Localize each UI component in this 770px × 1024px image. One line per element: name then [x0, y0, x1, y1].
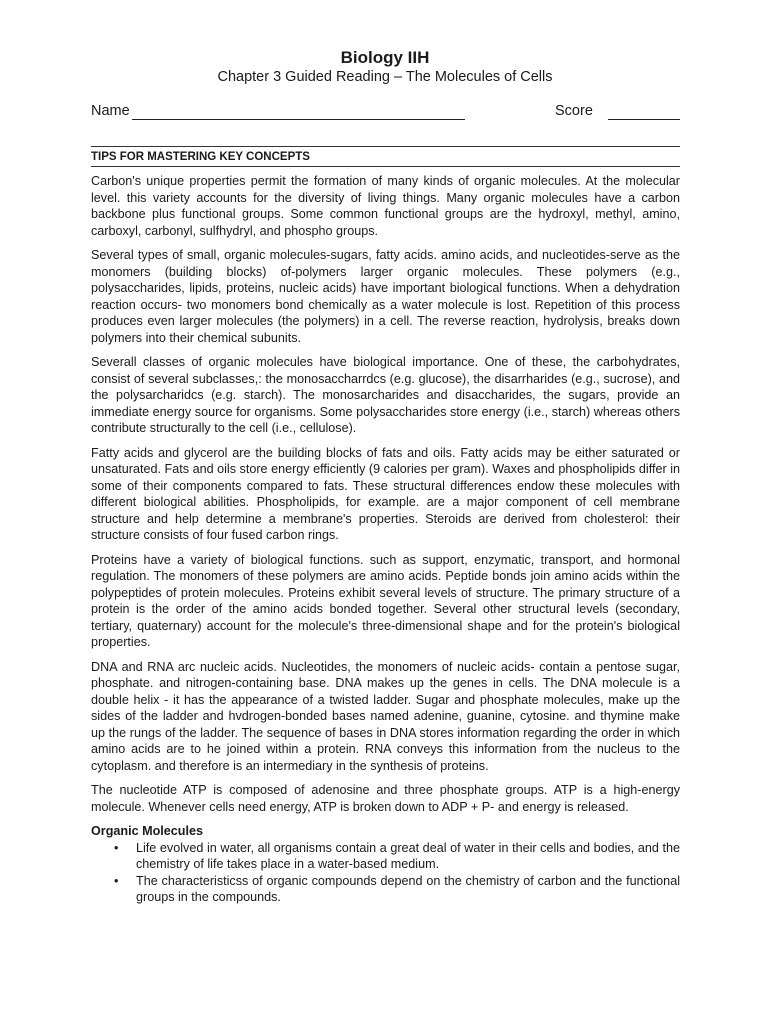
name-blank-line	[132, 119, 465, 120]
tips-paragraph: Carbon's unique properties permit the formation of many kinds of organic molecules. At the molecular level. this variety accounts for the diversity of living things. Many organic molecules have a carbon backbone plus functional groups. Some common functional groups are the hydroxyl, methyl, amino, carboxyl, carbonyl, sulfhydryl, and phospho groups.	[91, 174, 680, 238]
organic-molecules-list	[91, 840, 680, 906]
list-item-text: Life evolved in water, all organisms contain a great deal of water in their cells and bodies, and the chemistry of life takes place in a water-based medium.	[136, 840, 680, 871]
bullet-icon: •	[114, 873, 119, 888]
score-label: Score	[555, 103, 593, 119]
page-title: Biology IIH	[340, 48, 430, 67]
tips-body	[91, 173, 680, 906]
tips-paragraph: Several types of small, organic molecules-sugars, fatty acids. amino acids, and nucleotides-serve as the monomers (building blocks) of-polymers larger organic molecules. These polymers (e.g., polysaccharides, lipids, proteins, nucleic acids) have important biological functions. When a dehydration reaction occurs- two monomers bond chemically as a water molecule is lost. Repetition of this process produces even larger molecules (the polymers) in a cell. The reverse reaction, hydrolysis, breaks down polymers into their chemical subunits.	[91, 248, 680, 345]
list-item	[91, 873, 680, 906]
bullet-icon: •	[114, 840, 119, 855]
tips-paragraph: DNA and RNA arc nucleic acids. Nucleotides, the monomers of nucleic acids- contain a pentose sugar, phosphate. and nitrogen-containing base. DNA makes up the genes in cells. The DNA molecule is a double helix - it has the appearance of a twisted ladder. Sugar and phosphate molecules, make up the sides of the ladder and hvdrogen-bonded bases named adenine, guanine, cytosine. and thymine make up the rungs of the ladder. The sequence of bases in DNA stores information regarding the order in which amino acids are to he joined within a protein. RNA conveys this information from the nucleus to the cytoplasm. and therefore is an intermediary in the synthesis of proteins.	[91, 659, 680, 773]
list-item-text: The characteristicss of organic compounds depend on the chemistry of carbon and the functional groups in the compounds.	[136, 873, 680, 904]
name-score-row	[91, 103, 680, 123]
tips-section-heading: TIPS FOR MASTERING KEY CONCEPTS	[91, 146, 680, 167]
tips-paragraph: Fatty acids and glycerol are the building blocks of fats and oils. Fatty acids may be either saturated or unsaturated. Fats and oils store energy efficiently (9 calories per gram). Waxes and phospholipids differ in some of their components compared to fats. These structural differences endow these molecules with different biological abilities. Phospholipids, for example. are a major component of cell membrane structure and help determine a membrane's properties. Steroids are derived from cholesterol: their structure consists of four fused carbon rings.	[91, 445, 680, 542]
tips-paragraph: The nucleotide ATP is composed of adenosine and three phosphate groups. ATP is a high-energy molecule. Whenever cells need energy, ATP is broken down to ADP + P- and energy is released.	[91, 783, 680, 814]
tips-paragraph: Severall classes of organic molecules have biological importance. One of these, the carbohydrates, consist of several subclasses,: the monosaccharrdcs (e.g. glucose), the disarrharides (e.g., sucrose), and the polysarcharidcs (e.g. starch). The monosarcharides and disaccharides, the sugars, provide an immediate energy source for organisms. Some polysaccharides store energy (i.e., starch) whereas others contribute structurally to the cell (i.e., cellulose).	[91, 355, 680, 435]
name-label: Name	[91, 103, 130, 119]
score-blank-line	[608, 119, 680, 120]
organic-molecules-heading: Organic Molecules	[91, 824, 203, 838]
list-item	[91, 840, 680, 873]
tips-paragraph: Proteins have a variety of biological functions. such as support, enzymatic, transport, and hormonal regulation. The monomers of these polymers are amino acids. Peptide bonds join amino acids within the polypeptides of protein molecules. Proteins exhibit several levels of structure. The primary structure of a protein is the order of the amino acids bonded together. Several other structural levels (secondary, tertiary, quaternary) account for the molecule's three-dimensional shape and for the protein's biological properties.	[91, 552, 680, 649]
page-subtitle: Chapter 3 Guided Reading – The Molecules of Cells	[217, 69, 553, 85]
